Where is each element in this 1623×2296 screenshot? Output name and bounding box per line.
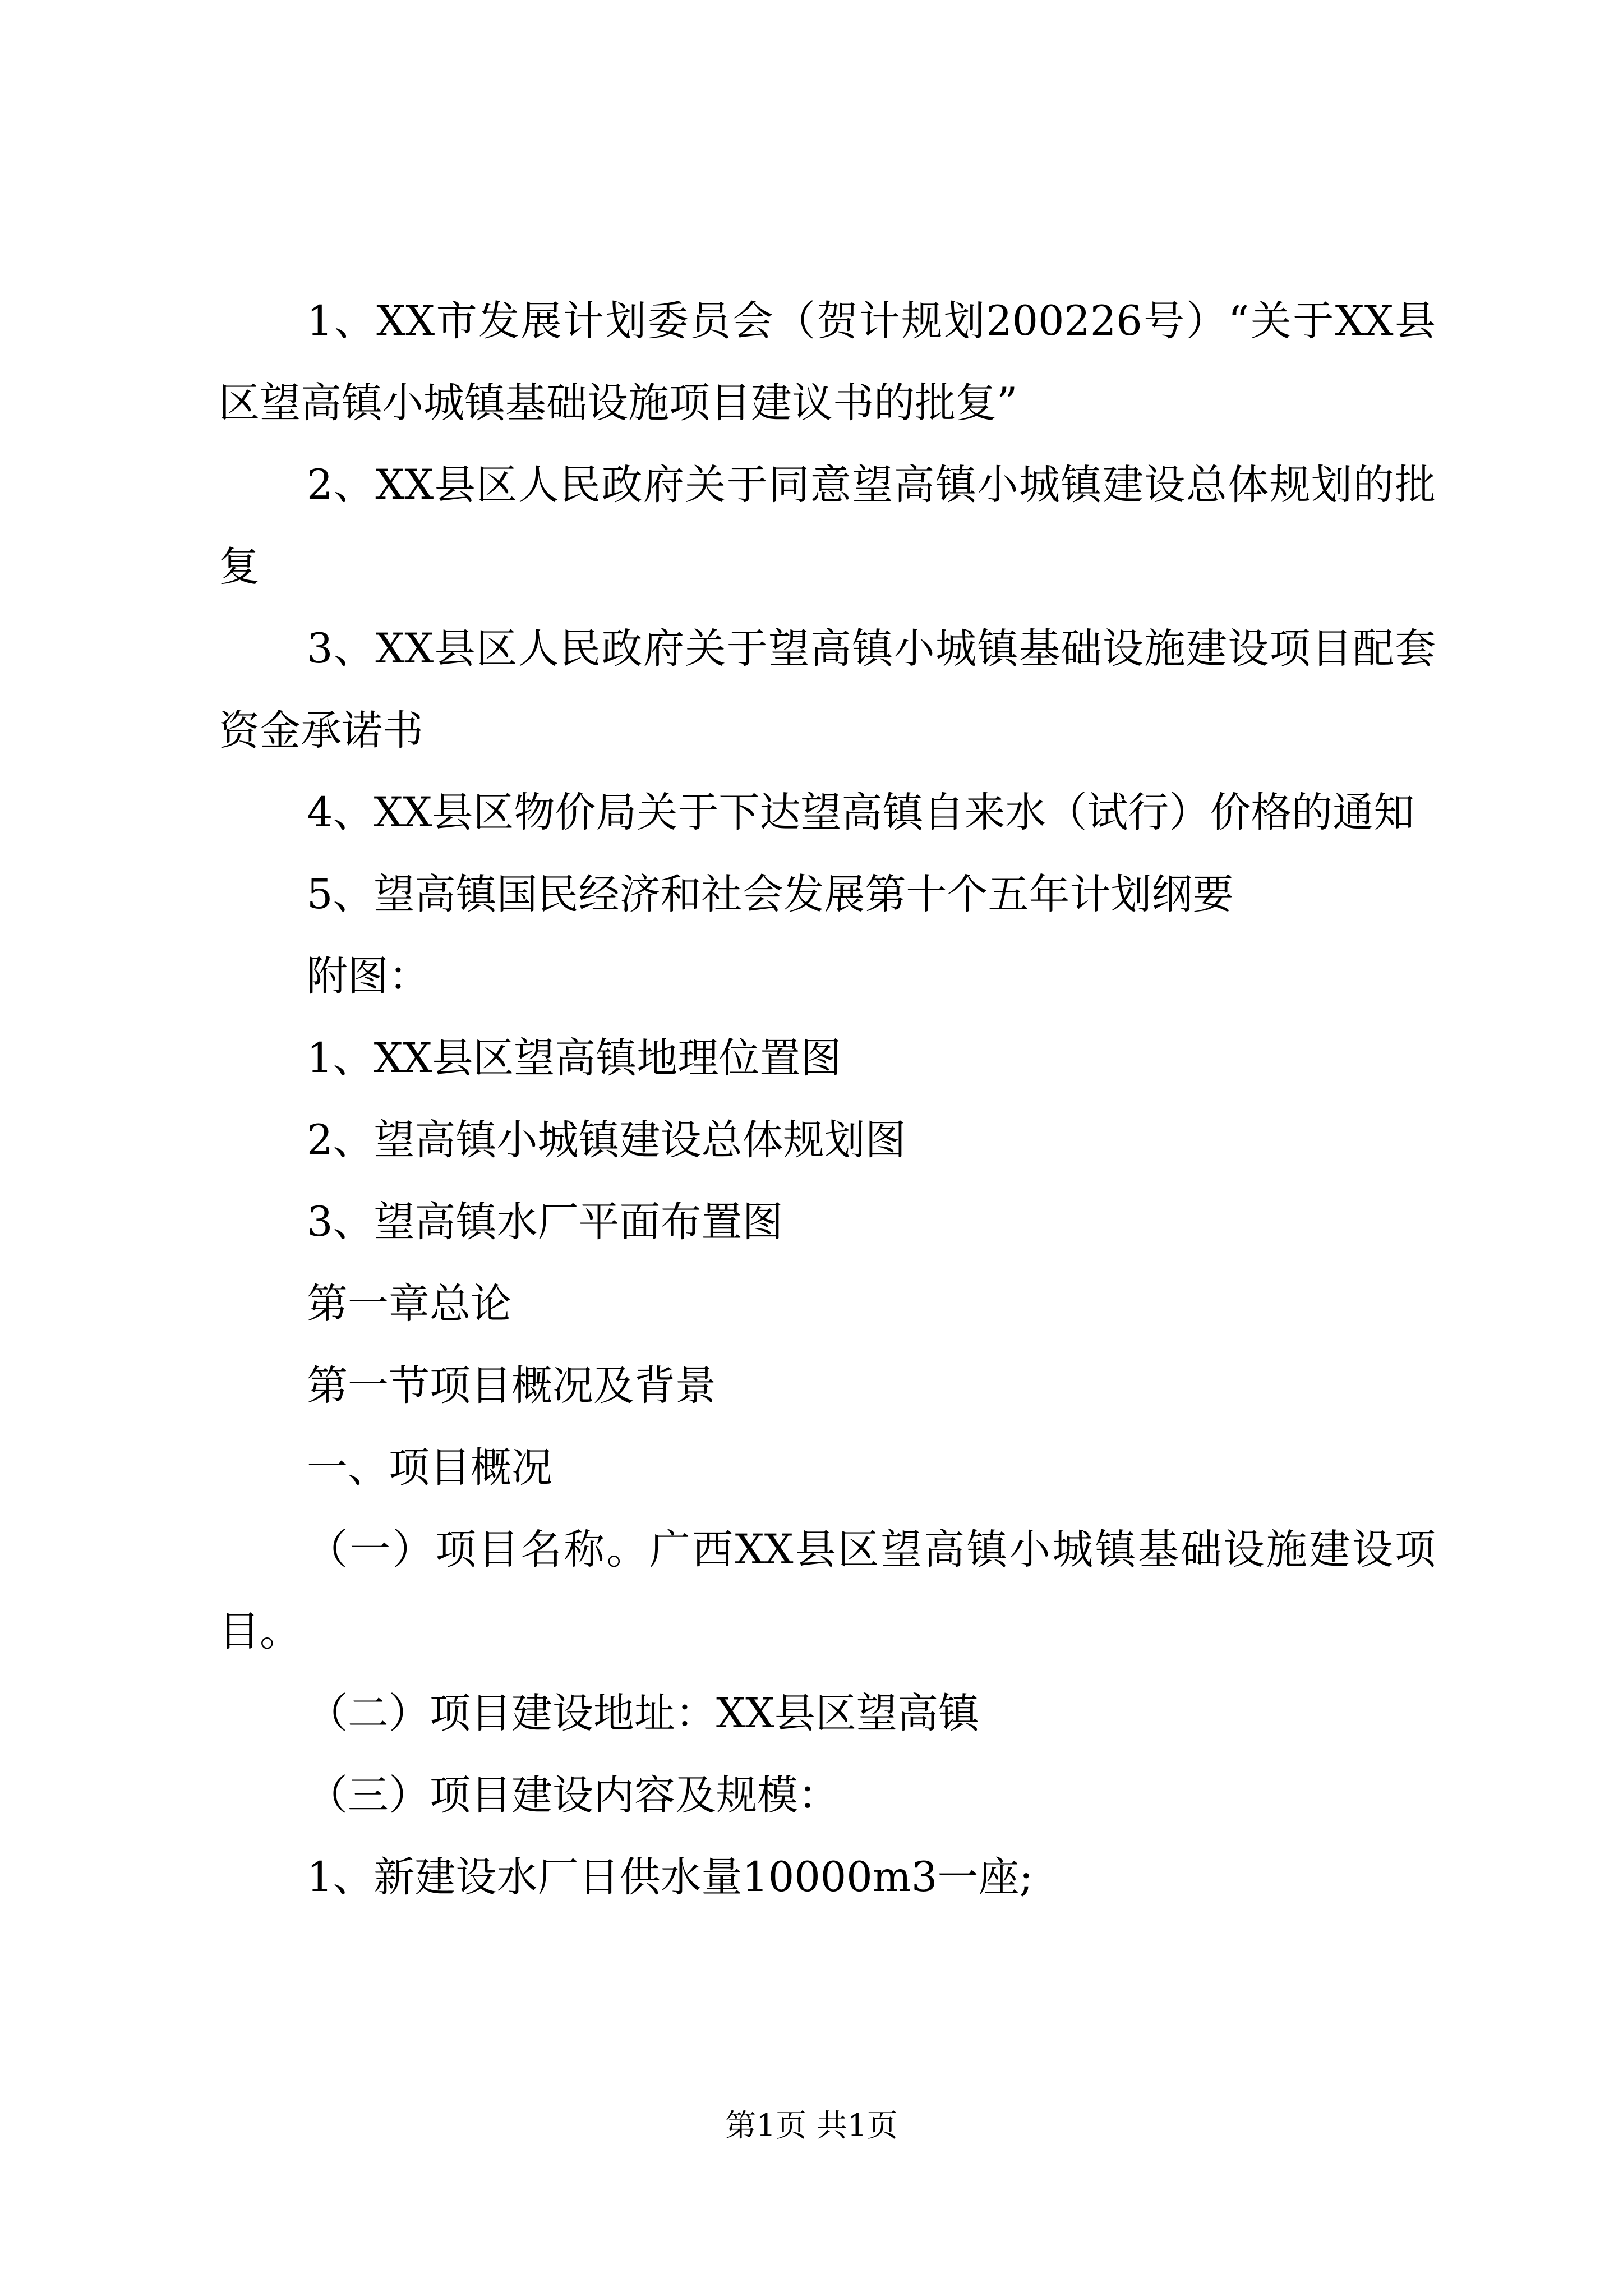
paragraph-attachment-5: 5、望高镇国民经济和社会发展第十个五年计划纲要 — [307, 871, 1234, 918]
figure-item-1: 1、XX县区望高镇地理位置图 — [307, 1034, 842, 1082]
paragraph-attachment-4: 4、XX县区物价局关于下达望高镇自来水（试行）价格的通知 — [307, 789, 1415, 836]
figure-item-3: 3、望高镇水厂平面布置图 — [307, 1198, 783, 1246]
project-scope-heading: （三）项目建设内容及规模： — [307, 1772, 839, 1819]
figures-heading: 附图： — [307, 953, 430, 1000]
page-footer: 第1页 共1页 — [725, 2108, 898, 2143]
section-heading: 第一节项目概况及背景 — [307, 1362, 716, 1410]
project-scope-item-1: 1、新建设水厂日供水量10000m3一座; — [307, 1853, 1033, 1901]
paragraph-attachment-3: 3、XX县区人民政府关于望高镇小城镇基础设施建设项目配套资金承诺书 — [219, 625, 1436, 754]
project-name-paragraph: （一）项目名称。广西XX县区望高镇小城镇基础设施建设项目。 — [219, 1526, 1436, 1655]
chapter-heading: 第一章总论 — [307, 1280, 511, 1328]
project-address-paragraph: （二）项目建设地址：XX县区望高镇 — [307, 1690, 979, 1737]
figure-item-2: 2、望高镇小城镇建设总体规划图 — [307, 1116, 906, 1164]
paragraph-attachment-2: 2、XX县区人民政府关于同意望高镇小城镇建设总体规划的批复 — [219, 461, 1436, 591]
subsection-heading: 一、项目概况 — [307, 1444, 552, 1492]
paragraph-attachment-1: 1、XX市发展计划委员会（贺计规划200226号）“关于XX县区望高镇小城镇基础设施项目建议书的批复” — [219, 297, 1436, 427]
document-body — [219, 280, 1436, 1918]
